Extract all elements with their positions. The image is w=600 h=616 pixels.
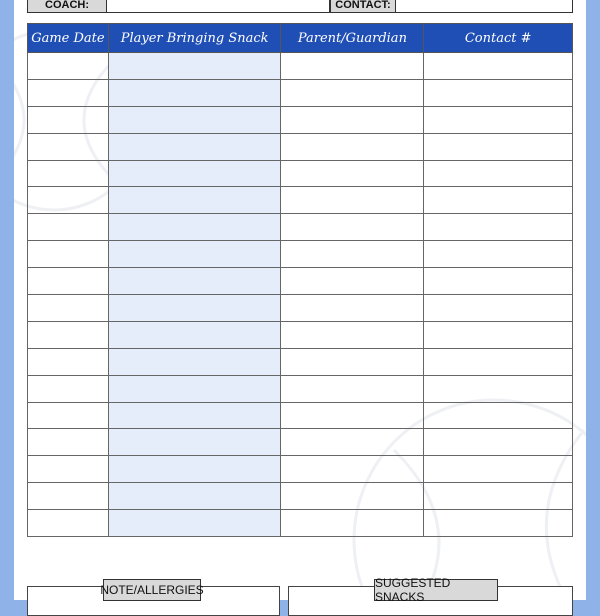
game-date-cell[interactable] [27, 134, 108, 161]
column-header-contact: Contact # [423, 23, 573, 53]
player-cell[interactable] [108, 456, 281, 483]
game-date-cell[interactable] [27, 322, 108, 349]
player-cell[interactable] [108, 80, 281, 107]
game-date-cell[interactable] [27, 107, 108, 134]
player-cell[interactable] [108, 510, 281, 537]
game-date-cell[interactable] [27, 429, 108, 456]
table-body [27, 53, 573, 537]
table-row [27, 80, 573, 107]
player-cell[interactable] [108, 53, 281, 80]
game-date-cell[interactable] [27, 295, 108, 322]
parent-cell[interactable] [280, 214, 423, 241]
parent-cell[interactable] [280, 161, 423, 188]
player-cell[interactable] [108, 483, 281, 510]
table-row [27, 53, 573, 80]
game-date-cell[interactable] [27, 80, 108, 107]
contact-cell[interactable] [423, 241, 573, 268]
game-date-cell[interactable] [27, 268, 108, 295]
game-date-cell[interactable] [27, 187, 108, 214]
contact-cell[interactable] [423, 510, 573, 537]
game-date-cell[interactable] [27, 161, 108, 188]
parent-cell[interactable] [280, 80, 423, 107]
contact-label: CONTACT: [330, 0, 396, 13]
table-row [27, 268, 573, 295]
parent-cell[interactable] [280, 322, 423, 349]
game-date-cell[interactable] [27, 510, 108, 537]
contact-cell[interactable] [423, 80, 573, 107]
parent-cell[interactable] [280, 295, 423, 322]
column-header-player: Player Bringing Snack [108, 23, 281, 53]
table-row [27, 483, 573, 510]
table-row [27, 295, 573, 322]
parent-cell[interactable] [280, 349, 423, 376]
table-row [27, 187, 573, 214]
table-row [27, 349, 573, 376]
table-row [27, 134, 573, 161]
table-row [27, 429, 573, 456]
contact-cell[interactable] [423, 456, 573, 483]
game-date-cell[interactable] [27, 349, 108, 376]
table-row [27, 214, 573, 241]
table-row [27, 322, 573, 349]
parent-cell[interactable] [280, 429, 423, 456]
table-row [27, 403, 573, 430]
parent-cell[interactable] [280, 376, 423, 403]
contact-cell[interactable] [423, 53, 573, 80]
table-row [27, 376, 573, 403]
contact-cell[interactable] [423, 403, 573, 430]
parent-cell[interactable] [280, 134, 423, 161]
player-cell[interactable] [108, 403, 281, 430]
game-date-cell[interactable] [27, 53, 108, 80]
parent-cell[interactable] [280, 241, 423, 268]
player-cell[interactable] [108, 322, 281, 349]
contact-cell[interactable] [423, 214, 573, 241]
parent-cell[interactable] [280, 456, 423, 483]
player-cell[interactable] [108, 134, 281, 161]
game-date-cell[interactable] [27, 483, 108, 510]
game-date-cell[interactable] [27, 403, 108, 430]
parent-cell[interactable] [280, 403, 423, 430]
contact-cell[interactable] [423, 376, 573, 403]
parent-cell[interactable] [280, 53, 423, 80]
column-header-game-date: Game Date [27, 23, 108, 53]
table-row [27, 456, 573, 483]
contact-cell[interactable] [423, 349, 573, 376]
column-header-parent: Parent/Guardian [280, 23, 423, 53]
table-row [27, 510, 573, 537]
game-date-cell[interactable] [27, 241, 108, 268]
table-row [27, 241, 573, 268]
contact-field[interactable] [395, 0, 573, 13]
player-cell[interactable] [108, 376, 281, 403]
parent-cell[interactable] [280, 107, 423, 134]
player-cell[interactable] [108, 241, 281, 268]
parent-cell[interactable] [280, 268, 423, 295]
player-cell[interactable] [108, 429, 281, 456]
coach-field[interactable] [106, 0, 330, 13]
contact-cell[interactable] [423, 429, 573, 456]
table-header-row [27, 23, 573, 53]
contact-cell[interactable] [423, 161, 573, 188]
snack-table [27, 23, 573, 537]
parent-cell[interactable] [280, 483, 423, 510]
contact-cell[interactable] [423, 295, 573, 322]
contact-cell[interactable] [423, 268, 573, 295]
contact-cell[interactable] [423, 107, 573, 134]
contact-cell[interactable] [423, 483, 573, 510]
player-cell[interactable] [108, 268, 281, 295]
contact-cell[interactable] [423, 322, 573, 349]
table-row [27, 161, 573, 188]
player-cell[interactable] [108, 295, 281, 322]
game-date-cell[interactable] [27, 376, 108, 403]
player-cell[interactable] [108, 214, 281, 241]
table-row [27, 107, 573, 134]
contact-cell[interactable] [423, 187, 573, 214]
parent-cell[interactable] [280, 510, 423, 537]
player-cell[interactable] [108, 349, 281, 376]
player-cell[interactable] [108, 107, 281, 134]
contact-cell[interactable] [423, 134, 573, 161]
coach-label: COACH: [27, 0, 107, 13]
game-date-cell[interactable] [27, 456, 108, 483]
notes-label: NOTE/ALLERGIES [103, 579, 201, 601]
player-cell[interactable] [108, 187, 281, 214]
game-date-cell[interactable] [27, 214, 108, 241]
suggested-snacks-label: SUGGESTED SNACKS [374, 579, 498, 601]
parent-cell[interactable] [280, 187, 423, 214]
player-cell[interactable] [108, 161, 281, 188]
